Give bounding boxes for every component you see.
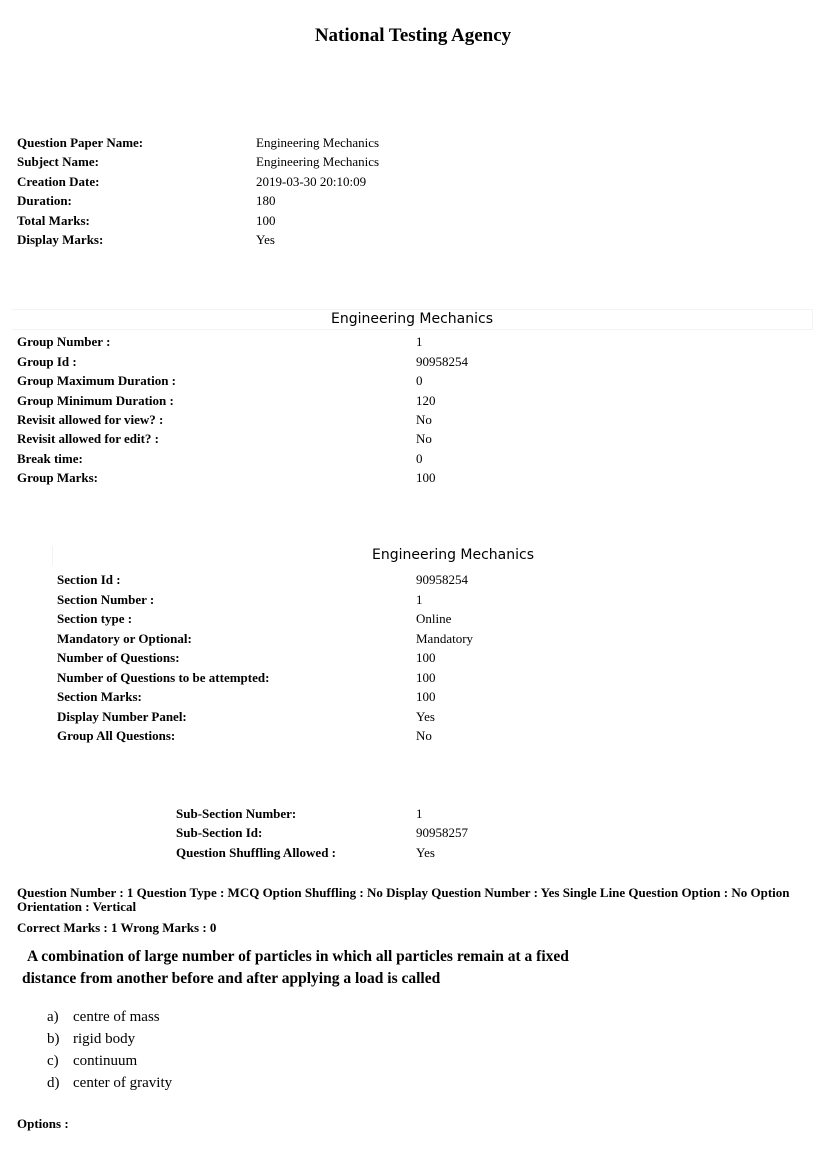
group-value: No xyxy=(416,412,432,427)
group-label: Group Marks: xyxy=(17,470,99,485)
section-value: No xyxy=(416,728,432,743)
option-text: centre of mass xyxy=(73,1009,160,1025)
section-value: Mandatory xyxy=(416,631,474,646)
group-value: 0 xyxy=(416,451,423,466)
option-label: d) xyxy=(47,1075,60,1091)
group-label: Group Maximum Duration : xyxy=(17,373,177,388)
options-list xyxy=(47,1006,172,1094)
group-value: 120 xyxy=(416,393,436,408)
subsection-value: 1 xyxy=(416,806,423,821)
section-value: 90958254 xyxy=(416,572,468,587)
paper-value: Engineering Mechanics xyxy=(256,154,380,169)
subsection-label: Question Shuffling Allowed : xyxy=(176,845,337,860)
paper-value: 100 xyxy=(256,213,276,228)
section-label: Section Marks: xyxy=(57,689,142,704)
option-label: a) xyxy=(47,1009,59,1025)
section-label: Group All Questions: xyxy=(57,728,176,743)
group-value: 1 xyxy=(416,334,423,349)
option-text: continuum xyxy=(73,1053,138,1069)
subsection-value: 90958257 xyxy=(416,825,468,840)
group-label: Group Number : xyxy=(17,334,111,349)
section-label: Display Number Panel: xyxy=(57,709,187,724)
section-label: Number of Questions: xyxy=(57,650,180,665)
paper-value: 2019-03-30 20:10:09 xyxy=(256,174,367,189)
paper-label: Duration: xyxy=(17,193,72,208)
group-value: 90958254 xyxy=(416,354,468,369)
section-value: 100 xyxy=(416,650,436,665)
option-label: c) xyxy=(47,1053,59,1069)
question-text-line: A combination of large number of particles in which all particles remain at a fixed xyxy=(27,948,569,965)
subsection-label: Sub-Section Id: xyxy=(176,825,263,840)
paper-value: Engineering Mechanics xyxy=(256,135,380,150)
option-label: b) xyxy=(47,1031,60,1047)
group-value: 0 xyxy=(416,373,423,388)
option-text: rigid body xyxy=(73,1031,136,1047)
options-heading: Options : xyxy=(17,1116,69,1131)
question-text xyxy=(22,946,722,990)
group-label: Break time: xyxy=(17,451,83,466)
question-marks: Correct Marks : 1 Wrong Marks : 0 xyxy=(17,920,217,935)
question-text-line: distance from another before and after applying a load is called xyxy=(22,970,441,987)
paper-label: Question Paper Name: xyxy=(17,135,144,150)
section-heading: Engineering Mechanics xyxy=(52,546,826,565)
paper-label: Display Marks: xyxy=(17,232,104,247)
paper-label: Total Marks: xyxy=(17,213,90,228)
paper-label: Subject Name: xyxy=(17,154,99,169)
section-label: Number of Questions to be attempted: xyxy=(57,670,270,685)
section-value: Yes xyxy=(416,709,435,724)
paper-value: Yes xyxy=(256,232,275,247)
section-label: Mandatory or Optional: xyxy=(57,631,192,646)
section-label: Section Number : xyxy=(57,592,155,607)
paper-value: 180 xyxy=(256,193,276,208)
section-label: Section Id : xyxy=(57,572,121,587)
group-label: Revisit allowed for view? : xyxy=(17,412,164,427)
section-value: 100 xyxy=(416,670,436,685)
subsection-label: Sub-Section Number: xyxy=(176,806,297,821)
page-title: National Testing Agency xyxy=(314,25,512,46)
question-meta: Question Number : 1 Question Type : MCQ Option Shuffling : No Display Question Number : Yes Single Line Question Option : No Option Orientation : Vertical xyxy=(17,885,790,914)
paper-label: Creation Date: xyxy=(17,174,100,189)
option-item xyxy=(47,1050,172,1072)
group-label: Revisit allowed for edit? : xyxy=(17,431,160,446)
section-label: Section type : xyxy=(57,611,133,626)
group-value: 100 xyxy=(416,470,436,485)
section-value: Online xyxy=(416,611,452,626)
section-value: 1 xyxy=(416,592,423,607)
group-label: Group Minimum Duration : xyxy=(17,393,174,408)
option-item xyxy=(47,1072,172,1094)
group-label: Group Id : xyxy=(17,354,77,369)
group-heading: Engineering Mechanics xyxy=(12,309,813,330)
group-value: No xyxy=(416,431,432,446)
option-item xyxy=(47,1006,172,1028)
option-text: center of gravity xyxy=(73,1075,173,1091)
option-item xyxy=(47,1028,172,1050)
section-value: 100 xyxy=(416,689,436,704)
subsection-value: Yes xyxy=(416,845,435,860)
